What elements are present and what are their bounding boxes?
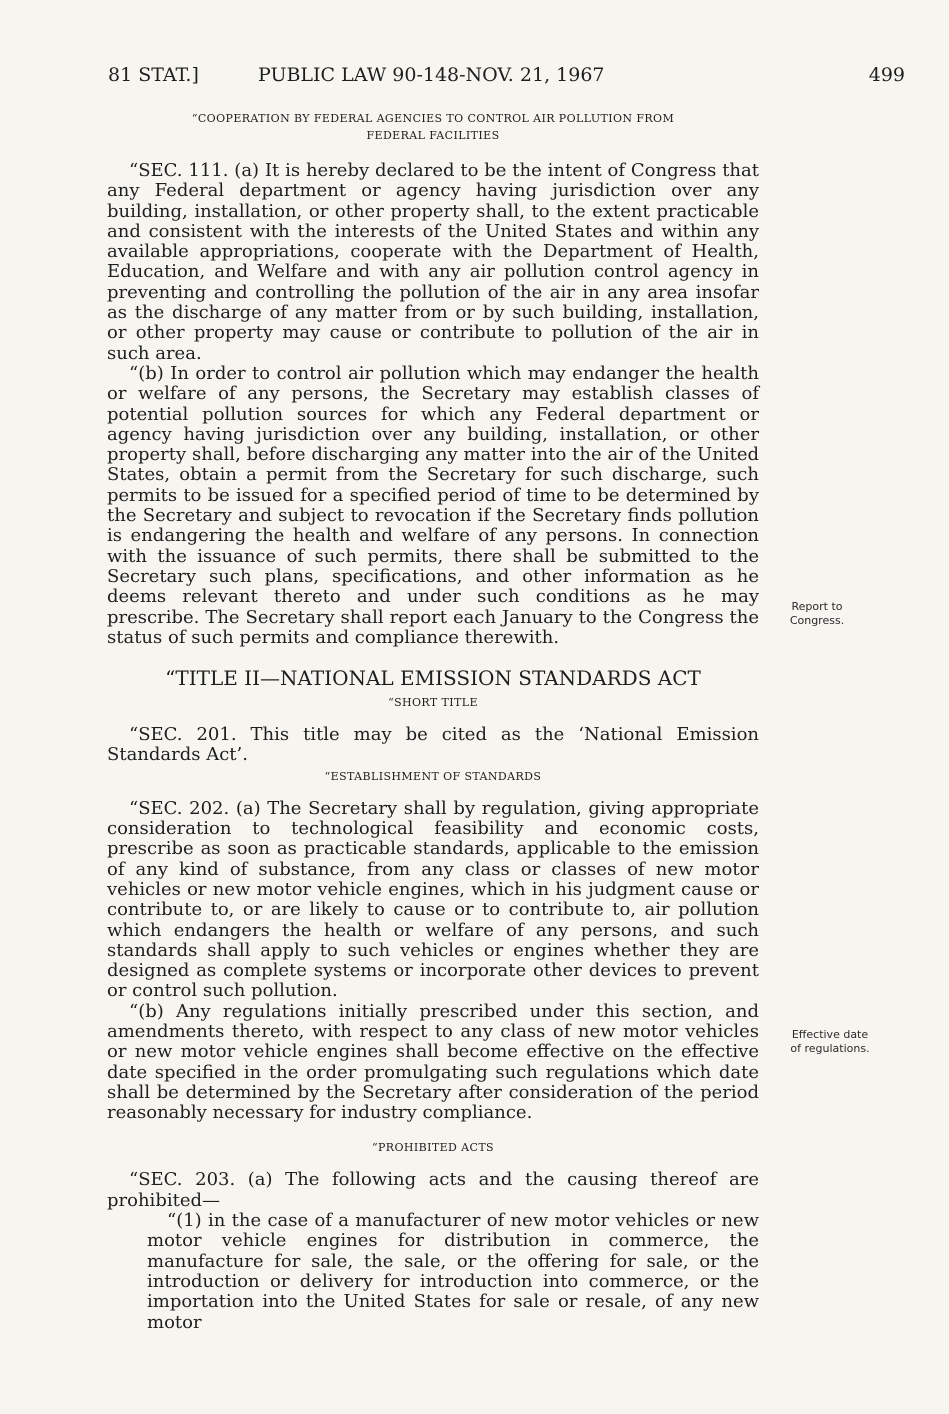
margin-note-report-to-congress: Report to Congress. xyxy=(789,600,845,627)
page-number: 499 xyxy=(868,64,905,86)
law-citation: PUBLIC LAW 90-148-NOV. 21, 1967 xyxy=(258,64,605,86)
section-111-caption-line1: “COOPERATION BY FEDERAL AGENCIES TO CONTROL AIR POLLUTION FROM xyxy=(191,112,675,125)
statute-volume: 81 STAT.] xyxy=(108,64,199,86)
establishment-caption: “ESTABLISHMENT OF STANDARDS xyxy=(324,769,542,783)
main-text-column xyxy=(107,110,759,1333)
title-ii-heading: “TITLE II—NATIONAL EMISSION STANDARDS ACT xyxy=(165,666,701,691)
section-202-a: “SEC. 202. (a) The Secretary shall by regulation, giving appropriate consideration to technological feasibility and economic costs, prescribe as soon as practicable standards, applicable to the emission of any kind of substance, from any class or classes of new motor vehicles or new motor vehicle engines, which in his judgment cause or contribute to, or are likely to cause or to contribute to, air pollution which endangers the health or welfare of any persons, and such standards shall apply to such vehicles or engines whether they are designed as complete systems or incorporate other devices to prevent or control such pollution. xyxy=(107,797,759,1002)
section-201: “SEC. 201. This title may be cited as the ‘National Emission Standards Act’. xyxy=(107,724,759,766)
section-203-a: “SEC. 203. (a) The following acts and the causing thereof are prohibited— xyxy=(107,1169,759,1211)
section-111-b: “(b) In order to control air pollution which may endanger the health or welfare of any persons, the Secretary may establish classes of potential pollution sources for which any Federal department or agency having jurisdiction over any building, installation, or other property shall, before discharging any matter into the air of the United States, obtain a permit from the Secretary for such discharge, such permits to be issued for a specified period of time to be determined by the Secretary and subject to revocation if the Secretary finds pollution is endangering the health and welfare of any persons. In connection with the issuance of such permits, there shall be submitted to the Secretary such plans, specifications, and other information as he deems relevant thereto and under such conditions as he may prescribe. The Secretary shall report each January to the Congress the status of such permits and compliance therewith. xyxy=(107,362,759,648)
prohibited-acts-caption: “PROHIBITED ACTS xyxy=(371,1141,494,1155)
short-title-caption: “SHORT TITLE xyxy=(388,696,478,710)
section-203-a-1: “(1) in the case of a manufacturer of new motor vehicles or new motor vehicle engines for distribution in commerce, the manufacture for sale, the sale, or the offering for sale, or the introduction or delivery for introduction into commerce, or the importation into the United States for sale or resale, of any new motor xyxy=(147,1210,759,1333)
margin-note-effective-date: Effective date of regulations. xyxy=(790,1028,870,1055)
section-111-a: “SEC. 111. (a) It is hereby declared to be the intent of Congress that any Federal department or agency having jurisdiction over any building, installation, or other property shall, to the extent practicable and consistent with the interests of the United States and within any available appropriations, cooperate with the Department of Health, Education, and Welfare and with any air pollution control agency in preventing and controlling the pollution of the air in any area insofar as the discharge of any matter from or by such building, installation, or other property may cause or contribute to pollution of the air in such area. xyxy=(107,160,759,364)
section-111-caption-line2: FEDERAL FACILITIES xyxy=(366,129,500,142)
running-head xyxy=(108,64,905,90)
section-202-b: “(b) Any regulations initially prescribed under this section, and amendments thereto, with respect to any class of new motor vehicles or new motor vehicle engines shall become effective on the effective date specified in the order promulgating such regulations which date shall be determined by the Secretary after consideration of the period reasonably necessary for industry compliance. xyxy=(107,1000,759,1124)
